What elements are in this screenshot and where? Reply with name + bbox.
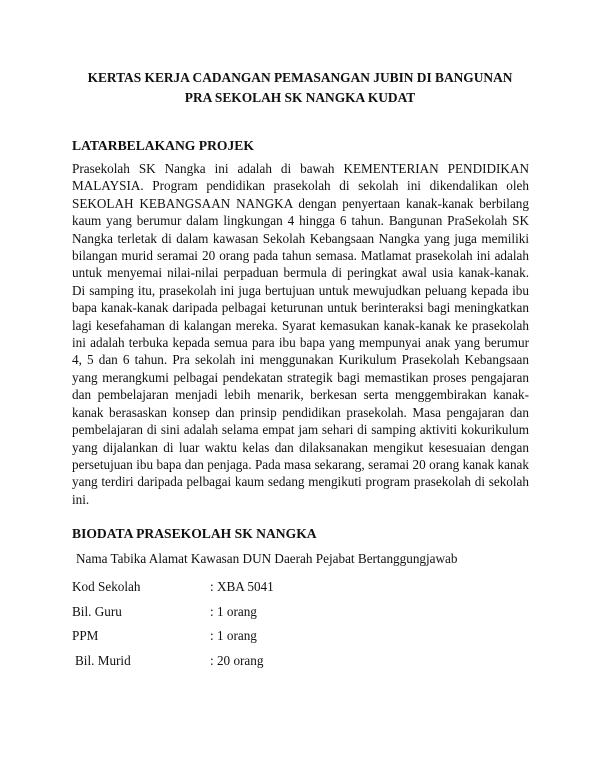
biodata-header-line: Nama Tabika Alamat Kawasan DUN Daerah Pejabat Bertanggungjawab: [76, 551, 458, 566]
biodata-row: [0, 652, 600, 672]
biodata-label: PPM: [72, 628, 99, 643]
biodata-row: [0, 627, 600, 647]
section-body-latarbelakang: Prasekolah SK Nangka ini adalah di bawah KEMENTERIAN PENDIDIKAN MALAYSIA. Program pendidikan prasekolah di sekolah ini dikendalikan oleh SEKOLAH KEBANGSAAN NANGKA dengan penyertaan kanak-kanak berbilang kaum yang berumur dalam lingkungan 4 hingga 6 tahun. Bangunan PraSekolah SK Nangka terletak di dalam kawasan Sekolah Kebangsaan Nangka yang juga memiliki bilangan murid seramai 20 orang pada tahun semasa. Matlamat prasekolah ini adalah untuk menyemai nilai-nilai perpaduan bermula di peringkat awal usia kanak-kanak. Di samping itu, prasekolah ini juga bertujuan untuk mewujudkan peluang kepada ibu bapa kanak-kanak daripada pelbagai keturunan untuk berinteraksi bagi meningkatkan lagi kesefahaman di kalangan mereka. Syarat kemasukan kanak-kanak ke prasekolah ini adalah terbuka kepada semua para ibu bapa yang mempunyai anak yang berumur 4, 5 dan 6 tahun. Pra sekolah ini menggunakan Kurikulum Prasekolah Kebangsaan yang merangkumi pelbagai pendekatan strategik bagi memastikan proses pengajaran dan pembelajaran menjadi lebih menarik, berkesan serta menggembirakan kanak-kanak berasaskan konsep dan prinsip pendidikan prasekolah. Masa pengajaran dan pembelajaran di sini adalah selama empat jam sehari di samping aktiviti kokurikulum yang dijalankan di luar waktu kelas dan dilaksanakan mengikut kesesuaian dengan persetujuan ibu bapa dan penjaga. Pada masa sekarang, seramai 20 orang kanak kanak yang terdiri daripada pelbagai kaum sedang mengikuti program prasekolah di sekolah ini.: [72, 161, 529, 507]
biodata-label: Bil. Murid: [75, 653, 131, 668]
section-heading-biodata: BIODATA PRASEKOLAH SK NANGKA: [72, 526, 317, 541]
biodata-row: [0, 603, 600, 623]
biodata-value: : XBA 5041: [210, 579, 274, 594]
section-heading-latarbelakang: LATARBELAKANG PROJEK: [72, 138, 254, 153]
biodata-label: Bil. Guru: [72, 604, 122, 619]
biodata-label: Kod Sekolah: [72, 579, 141, 594]
biodata-value: : 1 orang: [210, 604, 257, 619]
title-line-2: PRA SEKOLAH SK NANGKA KUDAT: [184, 90, 416, 105]
document-title: [60, 68, 540, 108]
biodata-row: [0, 578, 600, 598]
biodata-value: : 1 orang: [210, 628, 257, 643]
title-line-1: KERTAS KERJA CADANGAN PEMASANGAN JUBIN DI BANGUNAN: [87, 70, 513, 85]
biodata-value: : 20 orang: [210, 653, 264, 668]
